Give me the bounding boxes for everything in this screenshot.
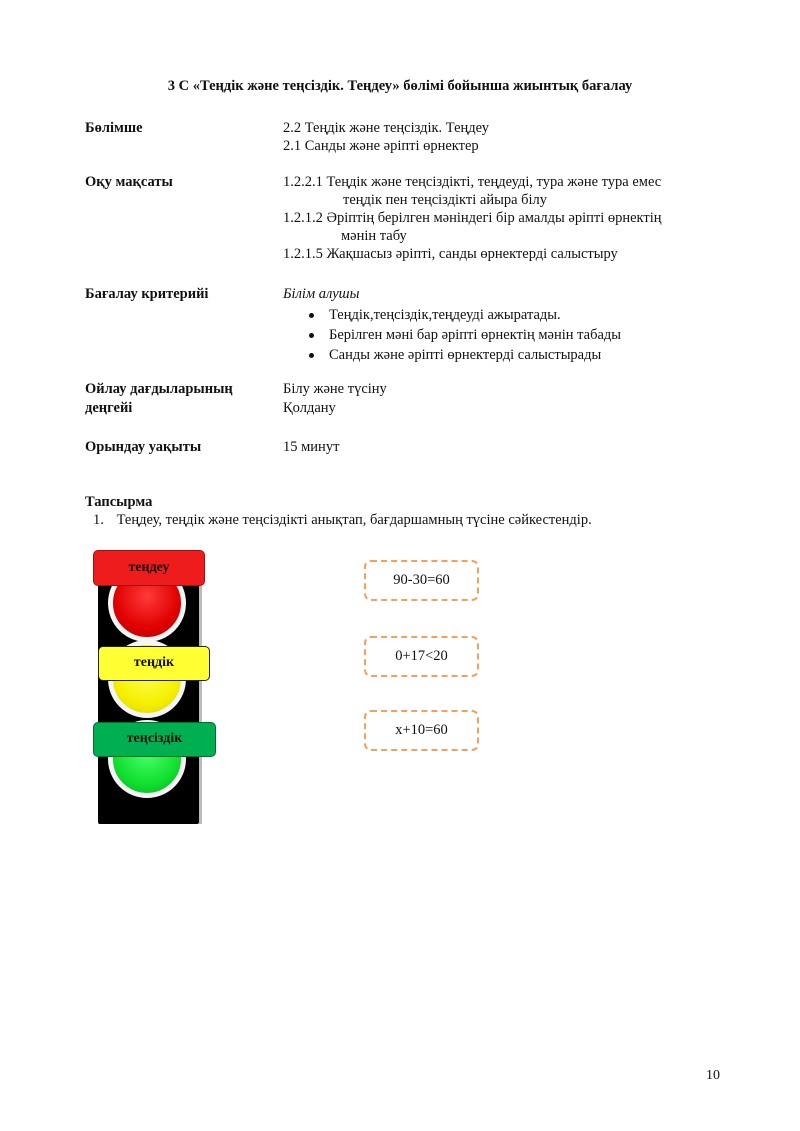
objective-line: 1.2.1.5 Жақшасыз әріпті, санды өрнектерді салыстыру	[283, 246, 618, 262]
objective-line: 1.2.1.2 Әріптің берілген мәніндегі бір амалды әріпті өрнектің	[283, 210, 662, 226]
page-number: 10	[706, 1068, 720, 1083]
criteria-intro: Білім алушы	[283, 286, 360, 302]
section-line: 2.1 Санды және әріпті өрнектер	[283, 138, 479, 154]
section-label: Бөлімше	[85, 120, 143, 136]
tag-yellow[interactable]: теңдік	[98, 646, 210, 681]
expression-box[interactable]: 0+17<20	[364, 636, 479, 677]
task-number: 1.	[93, 512, 104, 528]
section-value	[283, 119, 733, 155]
criteria-value	[283, 285, 733, 365]
objectives-label: Оқу мақсаты	[85, 174, 173, 190]
page-title: 3 С «Теңдік және теңсіздік. Теңдеу» бөлімі бойынша жиынтық бағалау	[167, 78, 633, 94]
list-item: Санды және әріпті өрнектерді салыстырады	[329, 345, 733, 365]
tag-green[interactable]: теңсіздік	[93, 722, 216, 757]
tag-red[interactable]: теңдеу	[93, 550, 205, 586]
task-title: Тапсырма	[85, 494, 153, 510]
thinking-label-line: Ойлау дағдыларының	[85, 381, 233, 397]
task-instruction	[93, 512, 592, 529]
expression-box[interactable]: x+10=60	[364, 710, 479, 751]
expression-box[interactable]: 90-30=60	[364, 560, 479, 601]
list-item: Берілген мәні бар әріпті өрнектің мәнін табады	[329, 325, 733, 345]
objective-line: мәнін табу	[341, 228, 407, 244]
thinking-value	[283, 380, 733, 418]
thinking-line: Қолдану	[283, 400, 336, 416]
traffic-light-icon	[98, 562, 199, 824]
objective-line: 1.2.2.1 Теңдік және теңсіздікті, теңдеуді, тура және тура емес	[283, 174, 662, 190]
list-item: Теңдік,теңсіздік,теңдеуді ажыратады.	[329, 305, 733, 325]
section-line: 2.2 Теңдік және теңсіздік. Теңдеу	[283, 120, 489, 136]
criteria-list	[283, 305, 733, 365]
thinking-line: Білу және түсіну	[283, 381, 387, 397]
thinking-label	[85, 380, 275, 418]
time-label: Орындау уақыты	[85, 439, 202, 455]
task-text: Теңдеу, теңдік және теңсіздікті анықтап, бағдаршамның түсіне сәйкестендір.	[116, 512, 592, 528]
objective-line: теңдік пен теңсіздікті айыра білу	[343, 192, 548, 208]
criteria-label: Бағалау критерийі	[85, 286, 209, 302]
objectives-value	[283, 173, 733, 263]
thinking-label-line: деңгейі	[85, 400, 133, 416]
time-value: 15 минут	[283, 439, 340, 455]
